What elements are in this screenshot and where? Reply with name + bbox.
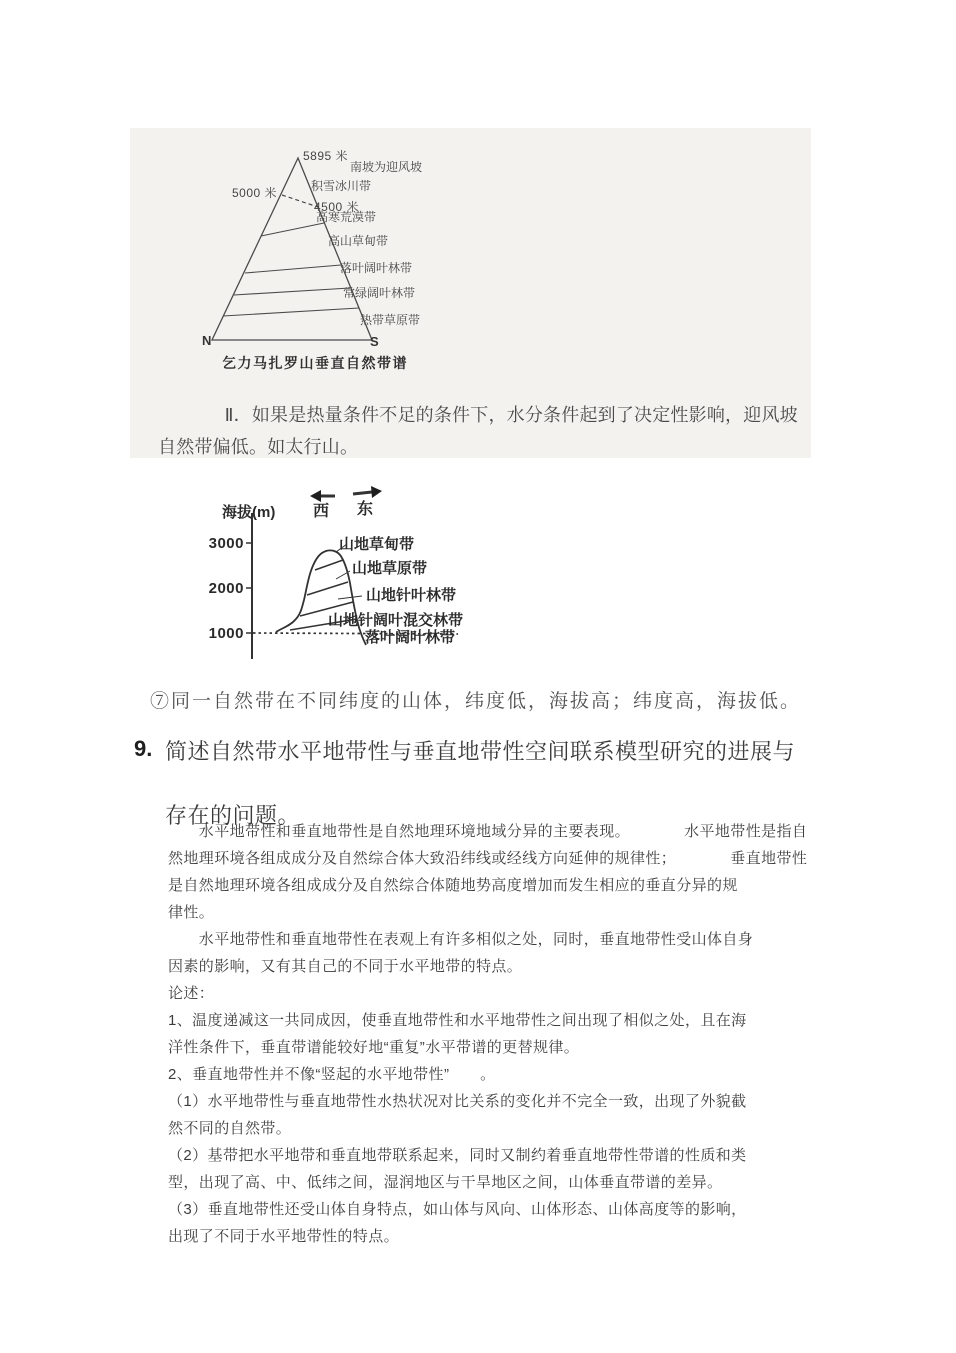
- elevation-dashed-line: [282, 195, 318, 207]
- elevation-4500-label: 4500 米: [314, 200, 360, 214]
- question-title-line2: 存在的问题。: [165, 803, 301, 828]
- taihang-profile-diagram: [200, 483, 580, 663]
- answer-line: 1、温度递减这一共同成因，使垂直地带性和水平地带性之间出现了相似之处，且在海: [168, 1012, 747, 1029]
- answer-line: 型，出现了高、中、低纬之间，湿润地区与干旱地区之间，山体垂直带谱的差异。: [168, 1174, 723, 1191]
- answer-line: 2、垂直地带性并不像“竖起的水平地带性” 。: [168, 1066, 496, 1083]
- zone-label-alpine-meadow: 高山草甸带: [328, 234, 389, 248]
- zone-boundary-line: [261, 223, 324, 236]
- label-leader-line: [338, 596, 362, 599]
- zone-label-evergreen-broadleaf: 常绿阔叶林带: [343, 286, 416, 300]
- zone-label-deciduous-forest: 落叶阔叶林带: [365, 629, 456, 646]
- east-arrow-shaft: [353, 492, 372, 494]
- question-number: 9.: [134, 736, 153, 761]
- tick-label-2000: 2000: [208, 580, 244, 597]
- answer-line: 水平地带性和垂直地带性在表观上有许多相似之处，同时，垂直地带性受山体自身: [168, 931, 754, 948]
- zone-label-alpine-desert: 高寒荒漠带: [316, 210, 377, 224]
- answer-line: 律性。: [168, 904, 215, 921]
- zone-label-savanna: 热带草原带: [360, 313, 421, 327]
- kilimanjaro-zone-diagram: [180, 138, 500, 386]
- east-arrow-head: [371, 486, 382, 498]
- answer-text-block: [168, 818, 868, 1250]
- answer-line: （2）基带把水平地带和垂直地带联系起来，同时又制约着垂直地带性带谱的性质和类: [168, 1147, 747, 1164]
- elevation-5000-label: 5000 米: [231, 186, 277, 200]
- zone-boundary-line: [307, 582, 348, 595]
- answer-line: 因素的影响，又有其自己的不同于水平地带的特点。: [168, 958, 523, 975]
- answer-line: 水平地带性和垂直地带性是自然地理环境地域分异的主要表现。 水平地带性是指自: [168, 823, 808, 840]
- altitude-axis-label: 海拔(m): [222, 504, 276, 521]
- peak-elevation-label: 5895 米: [303, 149, 349, 163]
- tick-label-3000: 3000: [208, 535, 244, 552]
- zone-label-mixed-forest: 山地针阔叶混交林带: [328, 612, 464, 629]
- zone-boundary-line: [223, 308, 359, 316]
- direction-west-label: 西: [313, 503, 330, 520]
- zone-label-mountain-meadow: 山地草甸带: [339, 536, 415, 553]
- zone-label-conifer-forest: 山地针叶林带: [366, 587, 457, 604]
- answer-line: 论述：: [168, 985, 215, 1002]
- south-corner-label: S: [370, 334, 379, 349]
- answer-line: 出现了不同于水平地带性的特点。: [168, 1228, 400, 1245]
- zone-label-snow-glacier: 积雪冰川带: [311, 179, 372, 193]
- north-corner-label: N: [202, 333, 212, 348]
- zone-label-mountain-steppe: 山地草原带: [352, 560, 428, 577]
- question-title-line1: 简述自然带水平地带性与垂直地带性空间联系模型研究的进展与: [165, 739, 796, 764]
- note-7-line: ⑦同一自然带在不同纬度的山体，纬度低，海拔高；纬度高，海拔低。: [150, 691, 802, 712]
- figure1-caption: 乞力马扎罗山垂直自然带谱: [222, 355, 408, 371]
- answer-line: 然地理环境各组成成分及自然综合体大致沿纬线或经线方向延伸的规律性； 垂直地带性: [168, 850, 808, 867]
- zone-boundary-line: [315, 560, 343, 570]
- west-arrow-head: [310, 490, 321, 502]
- direction-east-label: 东: [357, 501, 374, 518]
- tick-label-1000: 1000: [208, 625, 244, 642]
- zone-label-deciduous-broadleaf: 落叶阔叶林带: [340, 261, 413, 275]
- answer-line: （3）垂直地带性还受山体自身特点，如山体与风向、山体形态、山体高度等的影响，: [168, 1201, 747, 1218]
- note-ii-paragraph: Ⅱ．如果是热量条件不足的条件下，水分条件起到了决定性影响，迎风坡自然带偏低。如太行山。: [158, 405, 798, 457]
- answer-line: 洋性条件下，垂直带谱能较好地“重复”水平带谱的更替规律。: [168, 1039, 580, 1056]
- answer-line: 是自然地理环境各组成成分及自然综合体随地势高度增加而发生相应的垂直分异的规: [168, 877, 738, 894]
- zone-boundary-line: [234, 288, 350, 295]
- zone-boundary-line: [245, 265, 341, 273]
- answer-line: 然不同的自然带。: [168, 1120, 292, 1137]
- windward-note-label: 南坡为迎风坡: [350, 160, 423, 174]
- answer-line: （1）水平地带性与垂直地带性水热状况对比关系的变化并不完全一致，出现了外貌截: [168, 1093, 747, 1110]
